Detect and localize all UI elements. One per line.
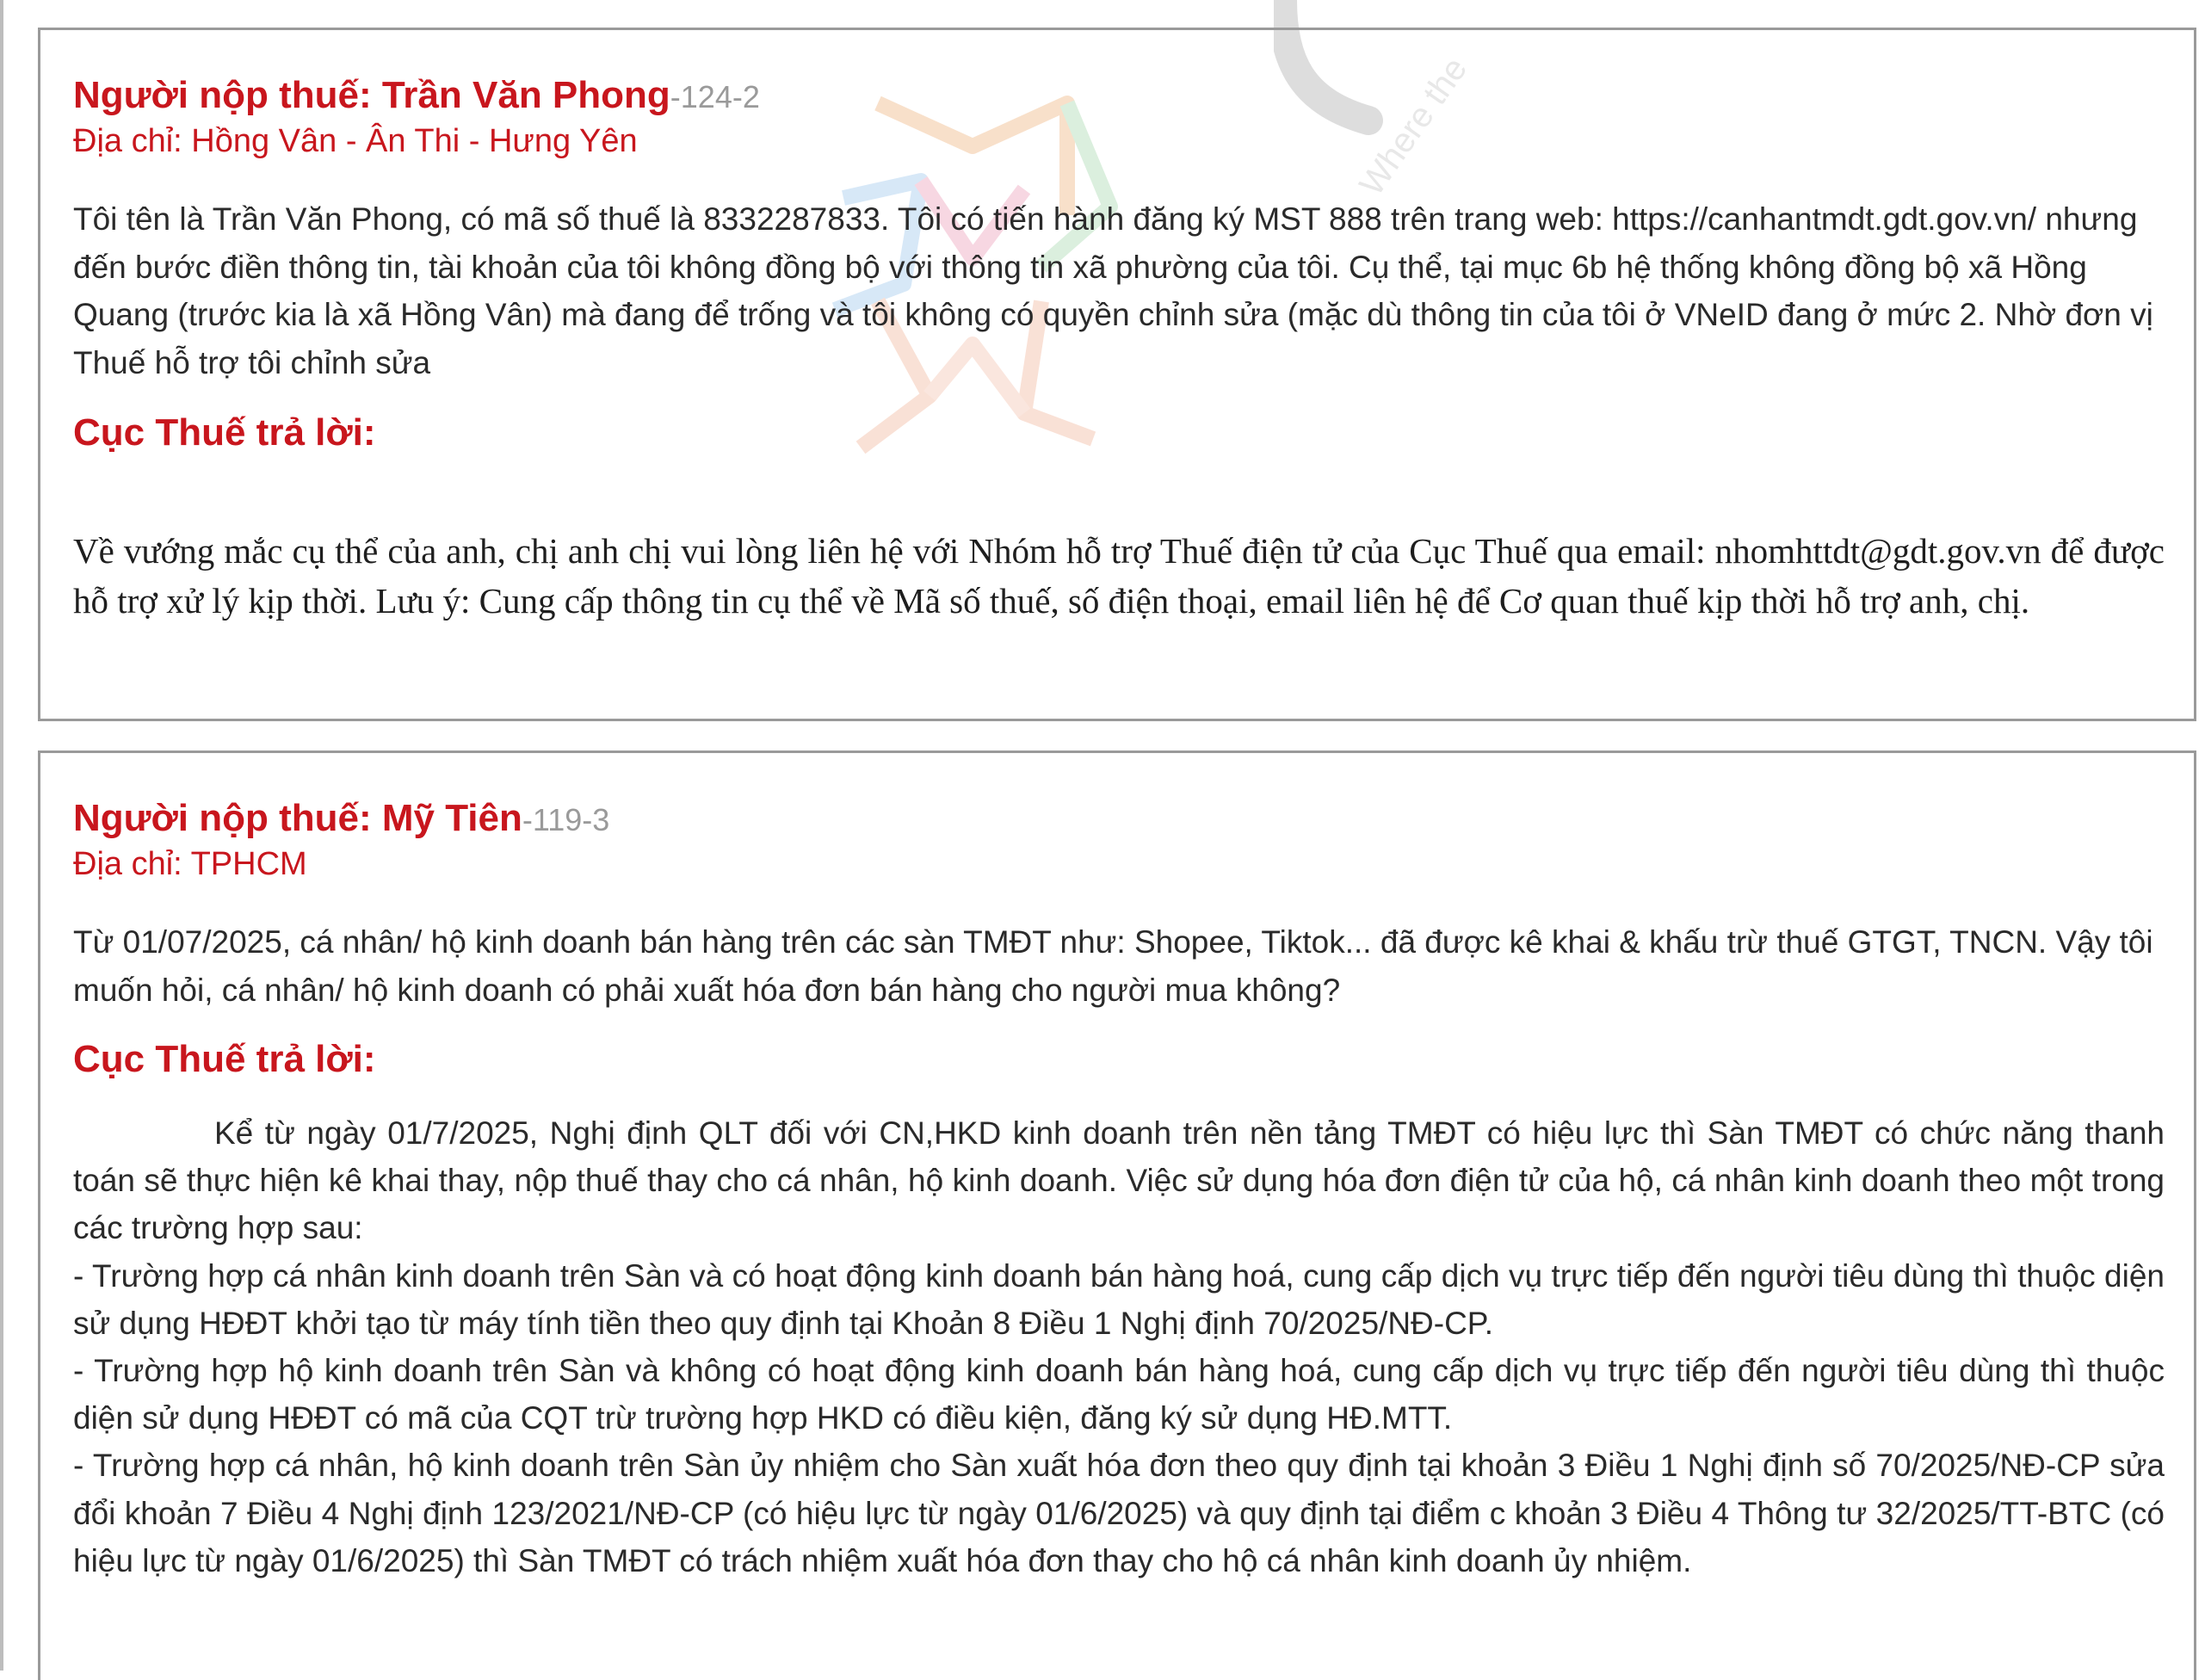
svg-text:Where the: Where the (1352, 50, 1475, 203)
qa-card-1 (38, 28, 2196, 721)
taxpayer-code: -124-2 (670, 79, 760, 114)
taxpayer-code: -119-3 (522, 802, 610, 837)
taxpayer-name: Người nộp thuế: Trần Văn Phong (73, 74, 670, 116)
answer-list-item: - Trường hợp hộ kinh doanh trên Sàn và không có hoạt động kinh doanh bán hàng hoá, cung cấp dịch vụ trực tiếp đến người tiêu dùng thì thuộc diện sử dụng HĐĐT có mã của CQT trừ trường hợp HKD có điều kiện, đăng ký sử dụng HĐ.MTT. (73, 1353, 2165, 1436)
taxpayer-name: Người nộp thuế: Mỹ Tiên (73, 797, 522, 839)
answer-heading: Cục Thuế trả lời: (73, 411, 376, 454)
question-text: Tôi tên là Trần Văn Phong, có mã số thuế là 8332287833. Tôi có tiến hành đăng ký MST 888 trên trang web: https://canhantmdt.gdt.gov.vn/ nhưng đến bước điền thông tin, tài khoản của tôi không đồng bộ với thông tin xã phường của tôi. Cụ thể, tại mục 6b hệ thống không đồng bộ xã Hồng Quang (trước kia là xã Hồng Vân) mà đang để trống và tôi không có quyền chỉnh sửa (mặc dù thông tin của tôi ở VNeID đang ở mức 2. Nhờ đơn vị Thuế hỗ trợ tôi chỉnh sửa (73, 201, 2153, 380)
question-text: Từ 01/07/2025, cá nhân/ hộ kinh doanh bán hàng trên các sàn TMĐT như: Shopee, Tiktok... đã được kê khai & khấu trừ thuế GTGT, TNCN. Vậy tôi muốn hỏi, cá nhân/ hộ kinh doanh có phải xuất hóa đơn bán hàng cho người mua không? (73, 924, 2153, 1008)
answer-list-item: - Trường hợp cá nhân, hộ kinh doanh trên Sàn ủy nhiệm cho Sàn xuất hóa đơn theo quy định tại khoản 3 Điều 1 Nghị định số 70/2025/NĐ-CP sửa đổi khoản 7 Điều 4 Nghị định 123/2021/NĐ-CP (có hiệu lực từ ngày 01/6/2025) và quy định tại điểm c khoản 3 Điều 4 Thông tư 32/2025/TT-BTC (có hiệu lực từ ngày 01/6/2025) thì Sàn TMĐT có trách nhiệm xuất hóa đơn thay cho hộ cá nhân kinh doanh ủy nhiệm. (73, 1448, 2165, 1578)
taxpayer-heading (73, 73, 760, 120)
taxpayer-address: Địa chỉ: TPHCM (73, 846, 307, 882)
taxpayer-address: Địa chỉ: Hồng Vân - Ân Thi - Hưng Yên (73, 123, 638, 159)
taxpayer-heading (73, 796, 609, 843)
answer-body (73, 1109, 2165, 1584)
qa-card-2 (38, 750, 2196, 1680)
page-edge (0, 0, 3, 1671)
answer-text: Về vướng mắc cụ thể của anh, chị anh chị vui lòng liên hệ với Nhóm hỗ trợ Thuế điện tử của Cục Thuế qua email: nhomhttdt@gdt.gov.vn để được hỗ trợ xử lý kịp thời. Lưu ý: Cung cấp thông tin cụ thể về Mã số thuế, số điện thoại, email liên hệ để Cơ quan thuế kịp thời hỗ trợ anh, chị. (73, 531, 2165, 621)
answer-lead-paragraph: Kể từ ngày 01/7/2025, Nghị định QLT đối với CN,HKD kinh doanh trên nền tảng TMĐT có hiệu lực thì Sàn TMĐT có chức năng thanh toán sẽ thực hiện kê khai thay, nộp thuế thay cho cá nhân, hộ kinh doanh. Việc sử dụng hóa đơn điện tử của hộ, cá nhân kinh doanh theo một trong các trường hợp sau: (73, 1115, 2165, 1246)
answer-list-item: - Trường hợp cá nhân kinh doanh trên Sàn và có hoạt động kinh doanh bán hàng hoá, cung cấp dịch vụ trực tiếp đến người tiêu dùng thì thuộc diện sử dụng HĐĐT khởi tạo từ máy tính tiền theo quy định tại Khoản 8 Điều 1 Nghị định 70/2025/NĐ-CP. (73, 1257, 2165, 1341)
answer-heading: Cục Thuế trả lời: (73, 1038, 376, 1080)
